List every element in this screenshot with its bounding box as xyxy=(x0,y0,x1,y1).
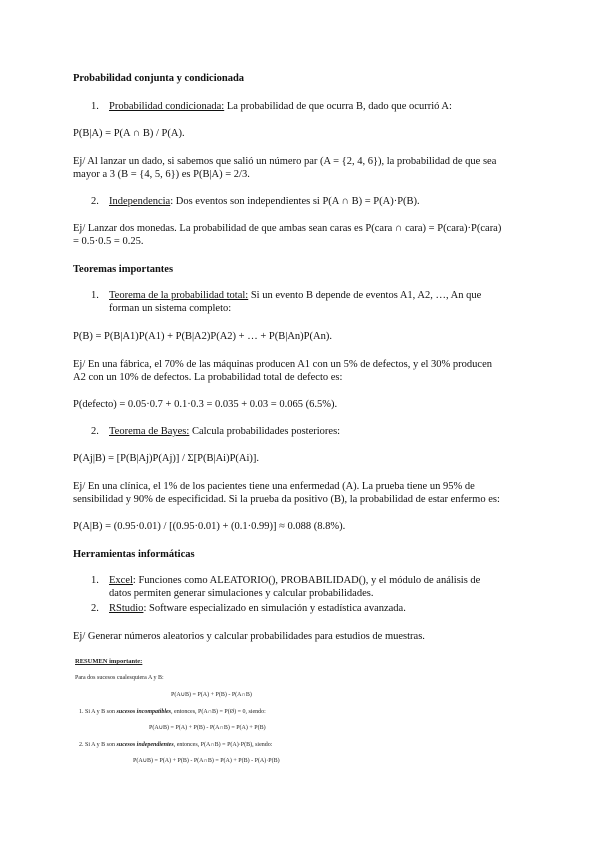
list-item xyxy=(91,574,480,587)
list-item xyxy=(91,195,420,208)
list-item xyxy=(91,425,340,438)
resumen-formula: P(A∪B) = P(A) + P(B) - P(A∩B) = P(A) + P(B) - P(A)·P(B) xyxy=(133,758,280,764)
term-label: Independencia xyxy=(109,196,171,207)
resumen-item-em: sucesos incompatibles xyxy=(116,709,172,715)
formula: P(defecto) = 0.05·0.7 + 0.1·0.3 = 0.035 + 0.03 = 0.065 (6.5%). xyxy=(73,399,338,410)
item-text: datos permiten generar simulaciones y calcular probabilidades. xyxy=(109,588,374,599)
list-number: 2. xyxy=(91,603,99,614)
list-number: 2. xyxy=(91,196,99,207)
resumen-item-em: sucesos independientes xyxy=(116,742,174,748)
resumen-line: Para dos sucesos cualesquiera A y B: xyxy=(75,675,164,681)
term-label: Teorema de Bayes: xyxy=(109,426,190,437)
item-text: Si un evento B depende de eventos A1, A2, …, An que xyxy=(248,290,482,301)
resumen-item xyxy=(79,742,272,749)
formula: P(B) = P(B|A1)P(A1) + P(B|A2)P(A2) + … + P(B|An)P(An). xyxy=(73,331,332,342)
list-number: 1. xyxy=(91,575,99,586)
example-line: Ej/ Al lanzar un dado, si sabemos que salió un número par (A = {2, 4, 6}), la probabilidad de que sea xyxy=(73,156,497,167)
formula: P(Aj|B) = [P(B|Aj)P(Aj)] / Σ[P(B|Ai)P(Ai)]. xyxy=(73,453,260,464)
example-line: Ej/ En una fábrica, el 70% de las máquinas producen A1 con un 5% de defectos, y el 30% producen xyxy=(73,359,492,370)
list-number: 1. xyxy=(91,101,99,112)
item-text: La probabilidad de que ocurra B, dado que ocurrió A: xyxy=(224,101,452,112)
item-text: forman un sistema completo: xyxy=(109,303,232,314)
term-label: Probabilidad condicionada: xyxy=(109,101,225,112)
formula: P(A|B) = (0.95·0.01) / [(0.95·0.01) + (0.1·0.99)] ≈ 0.088 (8.8%). xyxy=(73,521,346,532)
resumen-item-suffix: , entonces, P(A∩B) = P(Ø) = 0, siendo: xyxy=(171,709,266,715)
resumen-item xyxy=(79,709,266,716)
term-label: RStudio xyxy=(109,603,144,614)
term-label: Excel xyxy=(109,575,133,586)
example-line: A2 con un 10% de defectos. La probabilidad total de defecto es: xyxy=(73,372,343,383)
item-text: : Software especializado en simulación y estadística avanzada. xyxy=(143,603,406,614)
list-number: 2. xyxy=(91,426,99,437)
resumen-item-prefix: 1. Si A y B son xyxy=(79,709,117,715)
list-item xyxy=(91,602,406,615)
resumen-item-prefix: 2. Si A y B son xyxy=(79,742,117,748)
resumen-formula: P(A∪B) = P(A) + P(B) - P(A∩B) = P(A) + P(B) xyxy=(149,725,266,731)
example-line: sensibilidad y 90% de especificidad. Si la prueba da positivo (B), la probabilidad de estar enfermo es: xyxy=(73,494,500,505)
section-title: Herramientas informáticas xyxy=(73,549,195,560)
item-text: Calcula probabilidades posteriores: xyxy=(189,426,341,437)
example-line: Ej/ En una clínica, el 1% de los pacientes tiene una enfermedad (A). La prueba tiene un 95% de xyxy=(73,481,475,492)
example-line: mayor a 3 (B = {4, 5, 6}) es P(B|A) = 2/3. xyxy=(73,169,250,180)
example-line: = 0.5·0.5 = 0.25. xyxy=(73,236,144,247)
section-title: Probabilidad conjunta y condicionada xyxy=(73,73,245,84)
resumen-image xyxy=(73,656,333,796)
term-label: Teorema de la probabilidad total: xyxy=(109,290,249,301)
resumen-item-suffix: , entonces, P(A∩B) = P(A)·P(B), siendo: xyxy=(173,742,273,748)
example-line: Ej/ Generar números aleatorios y calcular probabilidades para estudios de muestras. xyxy=(73,631,425,642)
item-text: : Dos eventos son independientes si P(A ∩ B) = P(A)·P(B). xyxy=(170,196,420,207)
list-number: 1. xyxy=(91,290,99,301)
example-line: Ej/ Lanzar dos monedas. La probabilidad de que ambas sean caras es P(cara ∩ cara) = P(cara)·P(cara) xyxy=(73,223,502,234)
list-item xyxy=(91,100,452,113)
list-item xyxy=(91,289,481,302)
formula: P(B|A) = P(A ∩ B) / P(A). xyxy=(73,128,185,139)
resumen-title: RESUMEN importante: xyxy=(75,658,143,665)
resumen-formula: P(A∪B) = P(A) + P(B) - P(A∩B) xyxy=(171,692,252,698)
item-text: : Funciones como ALEATORIO(), PROBABILIDAD(), y el módulo de análisis de xyxy=(132,575,481,586)
section-title: Teoremas importantes xyxy=(73,264,174,275)
